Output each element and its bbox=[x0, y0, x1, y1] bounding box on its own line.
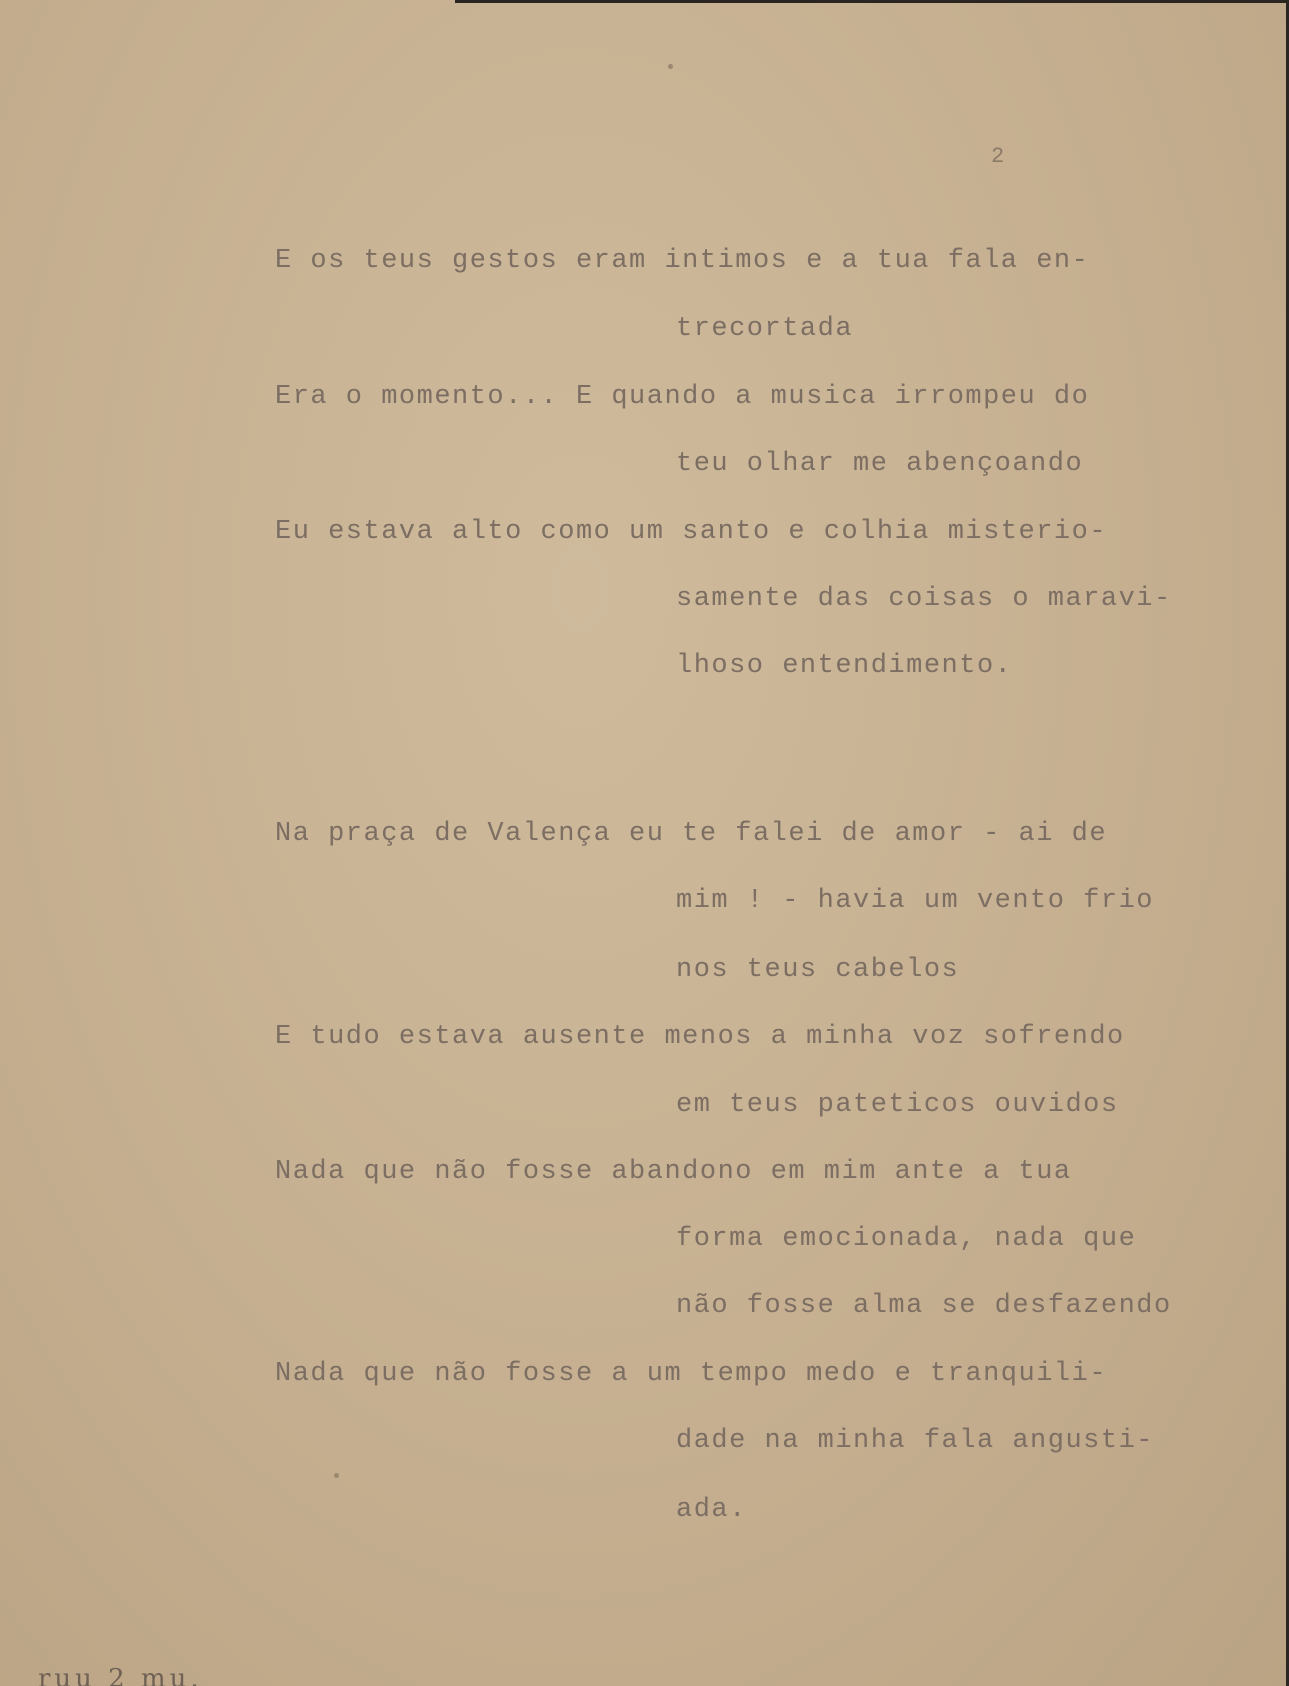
page-number: 2 bbox=[991, 144, 1005, 169]
poem-line: E tudo estava ausente menos a minha voz sofrendo bbox=[275, 1022, 1125, 1052]
poem-line: lhoso entendimento. bbox=[676, 651, 1013, 681]
poem-line: ada. bbox=[676, 1495, 747, 1525]
handwritten-note: ruu 2 mu. bbox=[38, 1664, 203, 1686]
poem-line: nos teus cabelos bbox=[676, 955, 960, 985]
poem-line: E os teus gestos eram intimos e a tua fala en- bbox=[275, 246, 1090, 276]
poem-line: em teus pateticos ouvidos bbox=[676, 1090, 1119, 1120]
poem-line: Na praça de Valença eu te falei de amor - ai de bbox=[275, 819, 1108, 849]
poem-line: forma emocionada, nada que bbox=[676, 1224, 1137, 1254]
poem-line: samente das coisas o maravi- bbox=[676, 584, 1172, 614]
poem-line: Nada que não fosse abandono em mim ante a tua bbox=[275, 1157, 1072, 1187]
poem-line: trecortada bbox=[676, 314, 854, 344]
poem-line: Eu estava alto como um santo e colhia misterio- bbox=[275, 517, 1108, 547]
poem-line: teu olhar me abençoando bbox=[676, 449, 1084, 479]
poem-line: não fosse alma se desfazendo bbox=[676, 1291, 1172, 1321]
poem-line: Era o momento... E quando a musica irrompeu do bbox=[275, 382, 1090, 412]
poem-line: Nada que não fosse a um tempo medo e tranquili- bbox=[275, 1359, 1108, 1389]
poem-line: mim ! - havia um vento frio bbox=[676, 886, 1154, 916]
poem-line: dade na minha fala angusti- bbox=[676, 1426, 1154, 1456]
